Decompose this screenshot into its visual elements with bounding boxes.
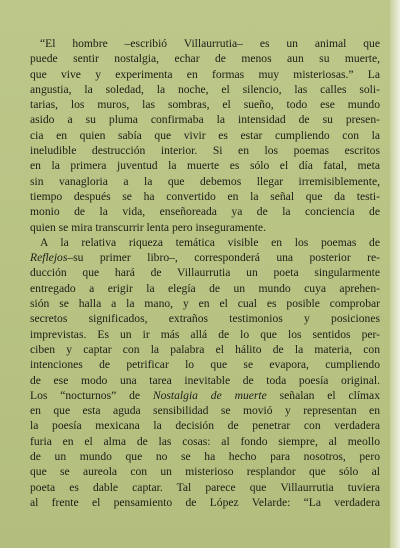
text-fragment: señalan el clímax [266, 388, 380, 402]
text-line: furia en el alma de las cosas: al fondo siempre, al meollo [30, 434, 380, 448]
paragraph-1 [30, 36, 380, 235]
page-edge [390, 0, 400, 548]
text-line: poeta es dable captar. Tal parece que Villaurrutia tuviera [30, 480, 380, 494]
text-line: intenciones de petrificar lo que se evapora, cumpliendo [30, 358, 380, 372]
text-line: que se aureola con un misterioso resplandor que sólo al [30, 465, 380, 479]
text-line: tiempo después se ha convertido en la señal que da testi- [30, 189, 380, 203]
text-line: en que esta aguda sensibilidad se movió y representan en [30, 404, 380, 418]
text-line: “El hombre –escribió Villaurrutia– es un animal que [40, 37, 380, 50]
text-line [30, 250, 380, 265]
text-line: monio de la vida, enseñoreada ya de la conciencia de [30, 205, 380, 219]
text-line: que vive y experimenta en formas muy misteriosas.” La [30, 67, 380, 81]
text-fragment: Los “nocturnos” de [30, 388, 153, 402]
text-line: de un mundo que no se ha hecho para nosotros, pero [30, 450, 380, 464]
text-line: tarias, los muros, las sombras, el sueño, todo ese mundo [30, 98, 380, 112]
text-line: la poesía mexicana la decisión de penetrar con verdadera [30, 419, 380, 433]
text-line: secretos significados, extraños testimonios y posiciones [30, 312, 380, 326]
text-line: ciben y captar con la palabra el hálito de la materia, con [30, 342, 380, 356]
body-text [30, 36, 380, 510]
text-line: angustia, la soledad, la noche, el silencio, las calles soli- [30, 82, 380, 96]
text-line: de ese modo una tarea inevitable de toda poesía original. [30, 373, 380, 387]
text-line: sin vanagloria a la que debemos llegar irremisiblemente, [30, 174, 380, 188]
text-line: al frente el pensamiento de López Velarde: “La verdadera [30, 495, 380, 509]
paragraph-2 [30, 235, 380, 510]
text-line: en la primera juventud la muerte es sólo el día fatal, meta [30, 159, 380, 173]
text-line: ducción que hará de Villaurrutia un poeta singularmente [30, 266, 380, 280]
text-line [30, 388, 380, 403]
text-line: entregado a erigir la elegía de un mundo cuya aprehen- [30, 281, 380, 295]
text-line: asido a su pluma confirmaba la intensidad de su presen- [30, 113, 380, 127]
text-line: quien se mira transcurrir lenta pero inseguramente. [30, 220, 266, 234]
book-title-nostalgia-de-muerte: Nostalgia de muerte [152, 388, 267, 402]
text-line: cia en quien sabía que vivir es estar cumpliendo con la [30, 128, 380, 142]
text-line: imprevistas. Es un ir más allá de lo que los sentidos per- [30, 327, 380, 341]
text-line: puede sentir nostalgia, echar de menos aun su muerte, [30, 52, 380, 66]
text-line: ineludible destrucción interior. Si en los poemas escritos [30, 144, 380, 158]
text-fragment: –su primer libro–, corresponderá una posterior re- [67, 251, 380, 265]
text-line: A la relativa riqueza temática visible en los poemas de [40, 235, 380, 249]
book-title-reflejos: Reflejos [30, 251, 68, 265]
text-line: sión se halla a la mano, y en el cual es posible comprobar [30, 297, 380, 311]
